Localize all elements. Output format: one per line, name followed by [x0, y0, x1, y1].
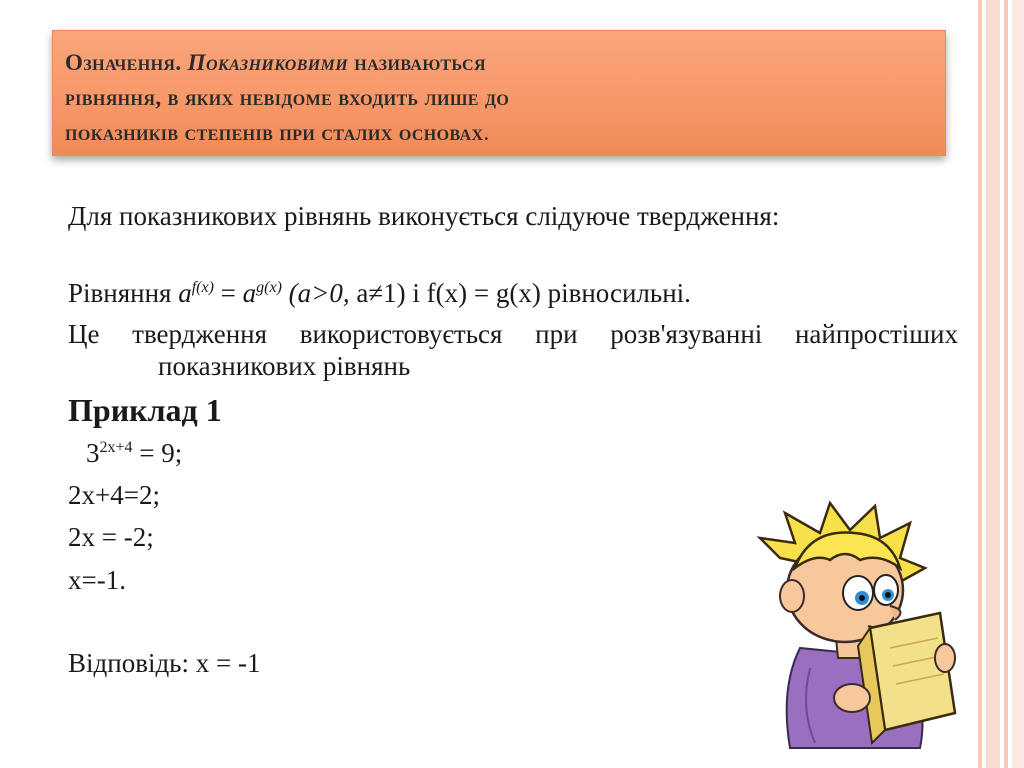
definition-label: Означення.	[65, 50, 182, 75]
example-equation	[86, 438, 182, 469]
example-heading: Приклад 1	[68, 392, 222, 428]
decor-stripe	[978, 0, 982, 768]
answer-line: Відповідь: x = -1	[68, 648, 261, 678]
definition-period: .	[483, 120, 490, 145]
equation-condition-rest: a≠1) і f(x) = g(x) рівносильні.	[349, 278, 691, 308]
decor-stripe	[1004, 0, 1008, 768]
solution-step-3: x=-1.	[68, 565, 126, 595]
definition-line-2: рівняння, в яких невідоме входить лише до	[65, 85, 510, 110]
usage-note: Це твердження використовується при розв'язуванні найпростіших показникових рівнянь	[68, 319, 958, 381]
example-exponent: 2x+4	[99, 439, 133, 456]
equation-exponent-1: f(x)	[191, 279, 214, 296]
equation-base-1: a	[178, 278, 192, 308]
statement-intro: Для показникових рівнянь виконується слідуюче твердження:	[68, 201, 780, 231]
cartoon-boy-reading-image	[740, 498, 972, 754]
definition-line-1	[65, 45, 933, 80]
equation-equals: =	[213, 278, 243, 308]
equivalence-line	[68, 278, 691, 309]
statement-paragraph	[68, 200, 958, 232]
example-base: 3	[86, 438, 100, 468]
example-equation-rest: = 9;	[132, 438, 183, 468]
definition-line-3	[65, 115, 933, 150]
equation-exponent-2: g(x)	[256, 279, 282, 296]
equation-prefix: Рівняння	[68, 278, 172, 308]
definition-box	[52, 30, 946, 156]
decor-stripe	[1012, 0, 1024, 768]
definition-line-3-text: показників степенів при сталих основах	[65, 120, 484, 145]
definition-line-1-rest: називаються	[354, 50, 486, 75]
equation-condition: (a>0,	[281, 278, 350, 308]
equation-base-2: a	[242, 278, 257, 308]
decor-stripe	[986, 0, 1000, 768]
definition-term: Показниковими	[187, 50, 349, 75]
solution-step-1: 2x+4=2;	[68, 480, 160, 510]
usage-paragraph	[68, 318, 958, 382]
solution-step-2: 2x = -2;	[68, 522, 154, 552]
